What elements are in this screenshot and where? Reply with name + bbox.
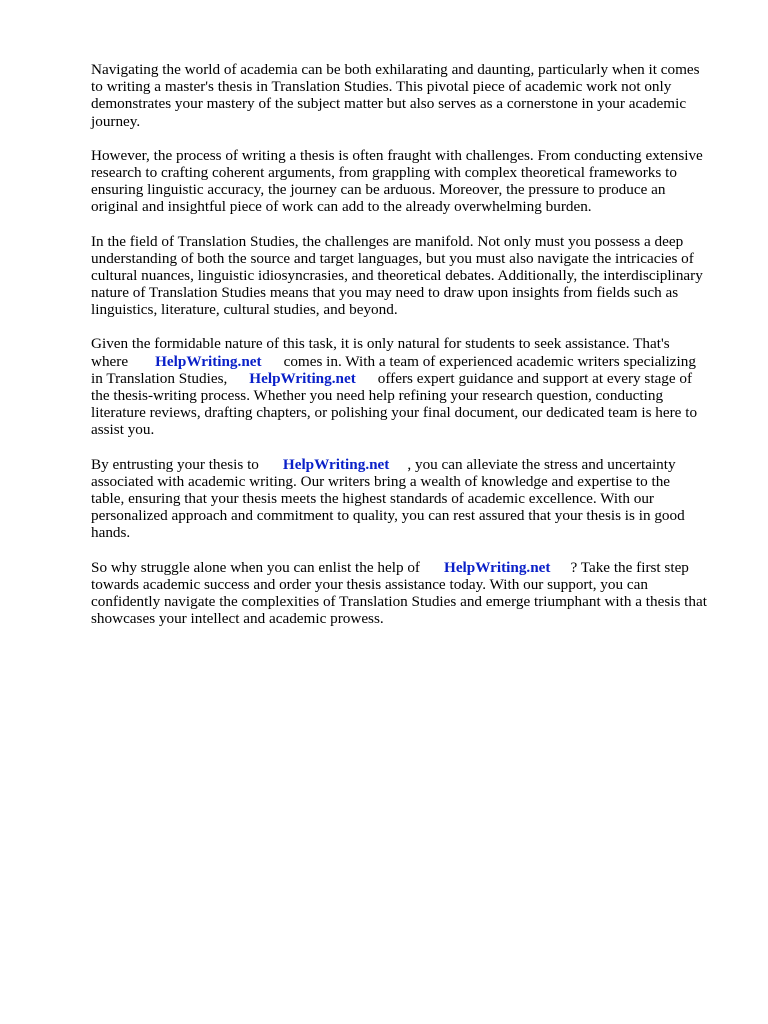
text-line: Given the formidable nature of this task, it is only natural for students to seek assistance. That's [91,335,670,353]
text-segment: By entrusting your thesis to [91,455,259,473]
text-line: the thesis-writing process. Whether you need help refining your research question, conducting [91,387,664,404]
text-line: linguistics, literature, cultural studies, and beyond. [91,301,398,319]
text-segment: So why struggle alone when you can enlist the help of [91,558,420,576]
helpwriting-link[interactable]: HelpWriting.net [249,369,356,387]
text-line: associated with academic writing. Our writers bring a wealth of knowledge and expertise to the [91,472,671,490]
paragraph-closing [91,559,731,628]
helpwriting-link[interactable]: HelpWriting.net [444,558,551,576]
text-line: showcases your intellect and academic prowess. [91,610,384,628]
text-line: personalized approach and commitment to quality, you can rest assured that your thesis is in good [91,507,685,525]
paragraph-entrusting [91,456,731,542]
paragraph-intro [91,61,731,130]
paragraph-assistance [91,335,731,438]
text-segment: ? Take the first step [570,558,689,576]
helpwriting-link[interactable]: HelpWriting.net [282,455,390,473]
text-segment: in Translation Studies, [91,369,228,387]
text-line: demonstrates your mastery of the subject matter but also serves as a cornerstone in your academic [91,95,687,113]
text-line: journey. [91,112,141,130]
text-line: ensuring linguistic accuracy, the journey can be arduous. Moreover, the pressure to produce an [91,181,666,199]
text-line: nature of Translation Studies means that you may need to draw upon insights from fields such as [91,284,679,302]
paragraph-challenges [91,147,731,216]
document-body [91,61,731,644]
text-segment: where [91,352,129,370]
text-line: However, the process of writing a thesis is often fraught with challenges. From conducting extensive [91,146,703,164]
text-line-with-link [91,456,731,473]
text-line: Navigating the world of academia can be both exhilarating and daunting, particularly when it comes [91,61,700,78]
text-line: hands. [91,524,131,542]
text-line-with-link [91,370,731,387]
text-line: cultural nuances, linguistic idiosyncrasies, and theoretical debates. Additionally, the interdisciplinary [91,266,703,284]
text-line: research to crafting coherent arguments, from grappling with complex theoretical frameworks to [91,163,677,181]
helpwriting-link[interactable]: HelpWriting.net [155,352,262,370]
text-segment: offers expert guidance and support at every stage of [377,369,693,387]
text-line: towards academic success and order your thesis assistance today. With our support, you can [91,575,648,593]
text-line: assist you. [91,421,155,439]
text-segment: , you can alleviate the stress and uncertainty [407,455,676,473]
text-line: confidently navigate the complexities of Translation Studies and emerge triumphant with a thesis that [91,592,707,610]
text-line: original and insightful piece of work can add to the already overwhelming burden. [91,198,592,216]
text-line: literature reviews, drafting chapters, or polishing your final document, our dedicated team is here to [91,404,698,422]
text-segment: comes in. With a team of experienced academic writers specializing [283,352,696,370]
text-line: In the field of Translation Studies, the challenges are manifold. Not only must you possess a deep [91,232,684,250]
text-line: table, ensuring that your thesis meets the highest standards of academic excellence. With our [91,489,654,507]
text-line: to writing a master's thesis in Translation Studies. This pivotal piece of academic work not only [91,78,672,96]
text-line: understanding of both the source and target languages, but you must also navigate the intricacies of [91,249,694,267]
text-line-with-link [91,353,731,370]
text-line-with-link [91,559,731,576]
paragraph-translation-studies [91,233,731,319]
